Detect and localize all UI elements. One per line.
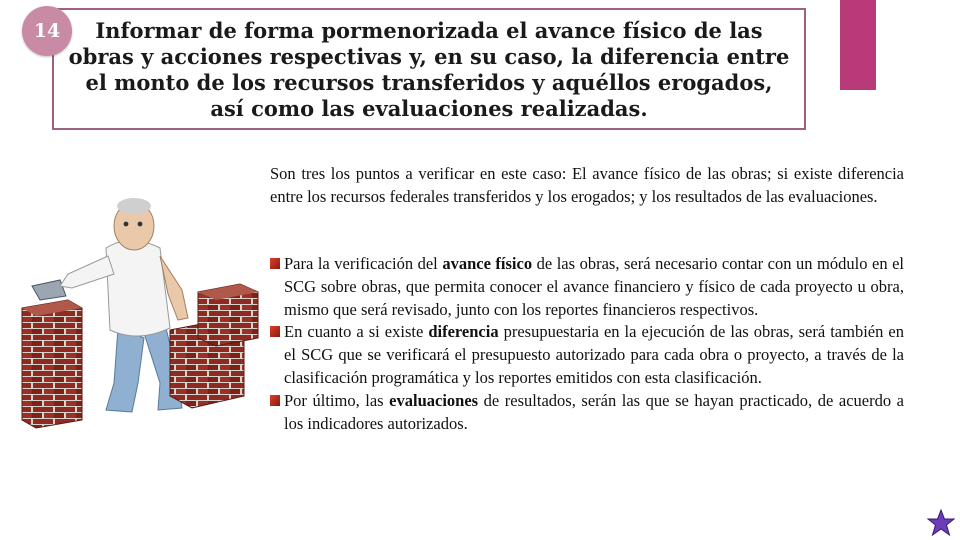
star-icon[interactable] <box>926 508 956 538</box>
accent-bar <box>840 0 876 90</box>
bullet-text-post: de resultados, serán las que se hayan practicado, de acuerdo a los indicadores autorizados. <box>284 390 904 433</box>
bullet-item <box>270 390 904 436</box>
bullet-item <box>270 253 904 321</box>
bullet-item <box>270 321 904 389</box>
bullet-list <box>270 253 904 435</box>
bullet-text-pre: En cuanto a si existe <box>284 322 429 342</box>
bullet-text-bold: evaluaciones <box>389 390 479 410</box>
bullet-text-post: presupuestaria en la ejecución de las obras, será también en el SCG que se verificará el presupuesto autorizado para cada obra o proyecto, a través de la clasificación programática y los reportes emitidos con esta clasificación. <box>284 322 904 387</box>
left-brick-wall <box>22 300 82 428</box>
bullet-text-bold: diferencia <box>428 322 499 342</box>
bullet-text-pre: Para la verificación del <box>284 254 443 273</box>
intro-paragraph: Son tres los puntos a verificar en este caso: El avance físico de las obras; si existe diferencia entre los recursos federales transferidos y los erogados; y los resultados de las evaluaciones. <box>270 164 904 206</box>
bullet-square-icon <box>270 326 280 337</box>
trowel-icon <box>32 280 66 300</box>
bullet-square-icon <box>270 395 280 406</box>
slide-number-badge: 14 <box>22 6 72 56</box>
title-box <box>52 8 806 130</box>
bullet-square-icon <box>270 258 280 269</box>
bullet-text-pre: Por último, las <box>284 390 390 410</box>
bullet-text-bold: avance físico <box>442 254 533 273</box>
bricklayer-illustration <box>10 178 270 440</box>
bullet-text-post: de las obras, será necesario contar con un módulo en el SCG sobre obras, que permita conocer el avance financiero y físico de cada proyecto u obra, mismo que será revisado, junto con los reportes financieros respectivos. <box>284 254 905 319</box>
slide-title: Informar de forma pormenorizada el avance físico de las obras y acciones respectivas y, en su caso, la diferencia entre el monto de los recursos transferidos y aquéllos erogados, así como las evaluaciones realizadas. <box>68 18 790 121</box>
